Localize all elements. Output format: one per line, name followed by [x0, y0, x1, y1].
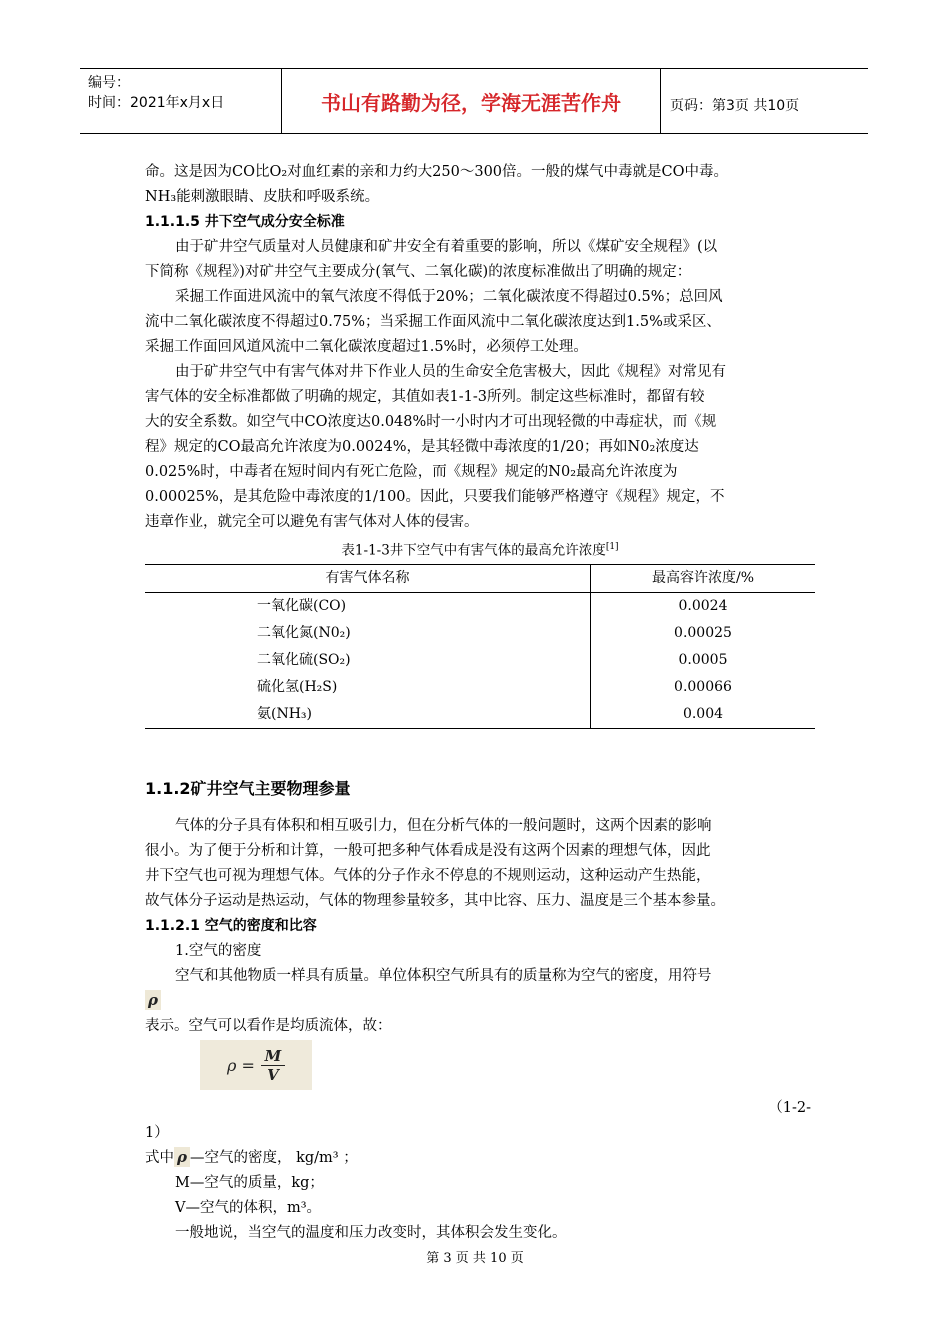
table-row — [145, 674, 815, 701]
table-cell-limit: 0.0024 — [678, 597, 728, 614]
density-formula-image — [200, 1040, 312, 1090]
paragraph-line: 由于矿井空气质量对人员健康和矿井安全有着重要的影响，所以《煤矿安全规程》(以 — [175, 239, 718, 255]
paragraph-line: 井下空气也可视为理想气体。气体的分子作永不停息的不规则运动，这种运动产生热能， — [145, 867, 711, 884]
table-cell-gas: 氨(NH₃) — [145, 701, 591, 729]
table-cell-limit: 0.004 — [591, 701, 816, 729]
paragraph-line: 由于矿井空气中有害气体对井下作业人员的生命安全危害极大，因此《规程》对常见有 — [175, 364, 726, 380]
table-cell-limit: 0.00066 — [674, 678, 732, 695]
rho-symbol: ρ — [145, 990, 161, 1010]
formula-denominator: V — [267, 1065, 279, 1084]
table-caption — [145, 535, 815, 564]
definition-rho — [145, 1146, 815, 1171]
paragraph-line: 一般地说，当空气的温度和压力改变时，其体积会发生变化。 — [175, 1224, 567, 1241]
table-cell-gas: 二氧化硫(SO₂) — [145, 647, 591, 674]
paragraph-line: 0.025%时，中毒者在短时间内有死亡危险，而《规程》规定的N0₂最高允许浓度为 — [145, 464, 678, 480]
paragraph-line: 流中二氧化碳浓度不得超过0.75%；当采掘工作面风流中二氧化碳浓度达到1.5%或采区、 — [145, 314, 721, 330]
table-row — [145, 701, 815, 729]
table-cell-limit: 0.00025 — [674, 624, 732, 641]
definition-volume: V—空气的体积，m³。 — [175, 1199, 322, 1216]
paragraph-line: 0.00025%，是其危险中毒浓度的1/100。因此，只要我们能够严格遵守《规程》规定，不 — [145, 489, 725, 505]
section-heading-1115: 1.1.1.5 井下空气成分安全标准 — [145, 214, 345, 230]
paragraph-line: 气体的分子具有体积和相互吸引力，但在分析气体的一般问题时，这两个因素的影响 — [175, 817, 712, 834]
definition-prefix: 式中 — [145, 1149, 174, 1166]
definition-rho-text: —空气的密度， kg/m³ ； — [190, 1149, 358, 1166]
header-meta — [88, 73, 224, 113]
formula-lhs: ρ = — [227, 1055, 255, 1075]
formula-numerator: M — [264, 1046, 282, 1065]
list-item-density: 1.空气的密度 — [175, 942, 262, 959]
header-page: 页码：第3页 共10页 — [670, 98, 800, 114]
paragraph-line: 表示。空气可以看作是均质流体，故： — [145, 1017, 392, 1034]
formula-fraction — [261, 1047, 285, 1084]
equation-number-b: 1） — [145, 1124, 169, 1141]
header-time: 时间：2021年x月x日 — [88, 95, 225, 111]
section-heading-1121: 1.1.2.1 空气的密度和比容 — [145, 917, 317, 934]
paragraph-line: 害气体的安全标准都做了明确的规定，其值如表1-1-3所列。制定这些标准时，都留有较 — [145, 389, 705, 405]
paragraph-line: NH₃能刺激眼睛、皮肤和呼吸系统。 — [145, 189, 380, 205]
section-heading-112: 1.1.2矿井空气主要物理参量 — [145, 778, 351, 798]
table-header-gas: 有害气体名称 — [145, 564, 591, 592]
table-row — [145, 647, 815, 674]
table-caption-text: 表1-1-3井下空气中有害气体的最高允许浓度 — [341, 542, 606, 559]
header-motto: 书山有路勤为径，学海无涯苦作舟 — [281, 69, 661, 133]
paragraph-line: 程》规定的CO最高允许浓度为0.0024%，是其轻微中毒浓度的1/20；再如N0₂浓度达 — [145, 439, 699, 455]
paragraph-line: 大的安全系数。如空气中CO浓度达0.048%时一小时内才可出现轻微的中毒症状，而《规 — [145, 414, 717, 430]
paragraph-line: 下简称《规程》)对矿井空气主要成分(氧气、二氧化碳)的浓度标准做出了明确的规定： — [145, 264, 692, 280]
equation-number-a: （1-2- — [768, 1099, 811, 1116]
rho-symbol: ρ — [174, 1147, 190, 1167]
table-header-row — [145, 564, 815, 592]
paragraph-line: 空气和其他物质一样具有质量。单位体积空气所具有的质量称为空气的密度，用符号 — [175, 967, 712, 984]
page-header — [80, 68, 868, 134]
table-cell-gas: 一氧化碳(CO) — [145, 592, 591, 620]
table-header-limit: 最高容许浓度/% — [591, 564, 816, 592]
table-cell-gas: 硫化氢(H₂S) — [145, 674, 591, 701]
table-cell-limit: 0.0005 — [678, 651, 728, 668]
paragraph-line: 很小。为了便于分析和计算，一般可把多种气体看成是没有这两个因素的理想气体，因此 — [145, 842, 711, 859]
table-row — [145, 620, 815, 647]
table-cell-gas: 二氧化氮(N0₂) — [145, 620, 591, 647]
paragraph-line: 故气体分子运动是热运动，气体的物理参量较多，其中比容、压力、温度是三个基本参量。 — [145, 892, 725, 909]
paragraph-line: 命。这是因为CO比O₂对血红素的亲和力约大250～300倍。一般的煤气中毒就是CO中毒。 — [145, 164, 729, 180]
gas-limit-table — [145, 564, 815, 729]
paragraph-line: 采掘工作面回风道风流中二氧化碳浓度超过1.5%时，必须停工处理。 — [145, 339, 588, 355]
table-caption-ref: [1] — [605, 542, 619, 552]
table-row — [145, 592, 815, 620]
header-number: 编号： — [88, 75, 130, 91]
paragraph-line: 采掘工作面进风流中的氧气浓度不得低于20%；二氧化碳浓度不得超过0.5%；总回风 — [175, 289, 723, 305]
definition-mass: M—空气的质量，kg； — [175, 1174, 324, 1191]
rho-symbol-line — [145, 989, 815, 1014]
paragraph-line: 违章作业，就完全可以避免有害气体对人体的侵害。 — [145, 514, 479, 530]
page-footer: 第 3 页 共 10 页 — [426, 1251, 524, 1266]
